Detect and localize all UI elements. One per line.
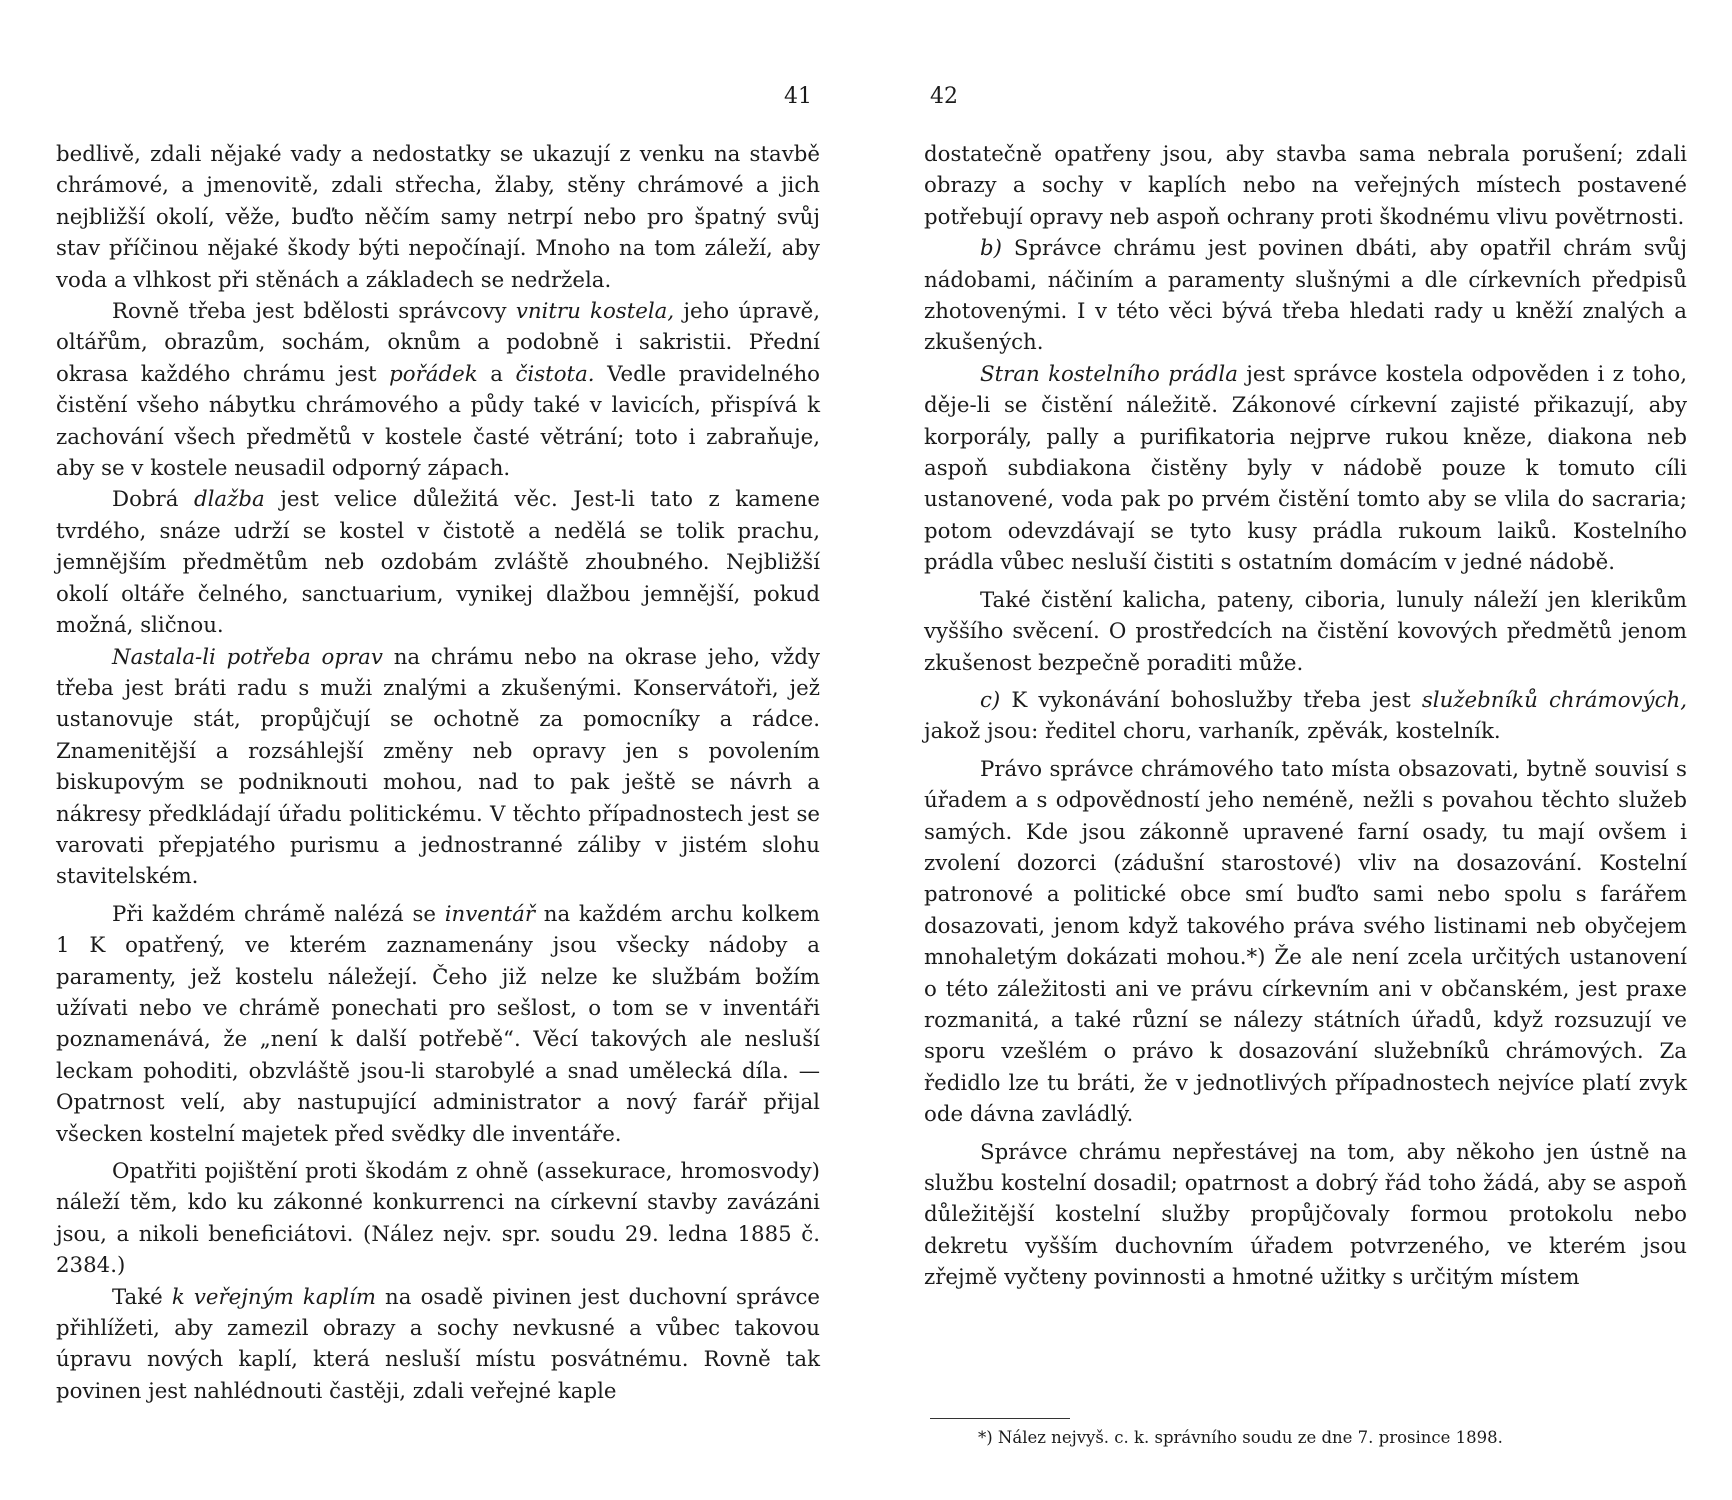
paragraph: Při každém chrámě nalézá se inventář na každém archu kolkem 1 K opatřený, ve kterém zaznamenány jsou všecky nádoby a paramenty, jež kostelu náležejí. Čeho již nelze ke službám božím užívati nebo ve chrámě ponechati pro sešlost, o tom se v inventáři poznamenává, že „není k další potřebě“. Věcí takových ale nesluší leckam pohoditi, obzvláště jsou-li starobylé a snad umělecká díla. — Opatrnost velí, aby nastupující administrator a nový farář přijal všecken kostelní majetek před svědky dle inventáře. — [56, 901, 820, 1147]
paragraph: Nastala-li potřeba oprav na chrámu nebo na okrase jeho, vždy třeba jest bráti radu s muži znalými a zkušenými. Konservátoři, jež ustanovuje stát, propůjčují se ochotně za pomocníky a rádce. Znamenitější a rozsáhlejší změny neb opravy jen s povolením biskupovým se podniknouti mohou, nad to pak ještě se návrh a nákresy předkládají úřadu politickému. V těchto případnostech jest se varovati přepjatého purismu a jednostranné záliby v jistém slohu stavitelském. — [56, 644, 820, 890]
footnote: *) Nález nejvyš. c. k. správního soudu ze dne 7. prosince 1898. — [978, 1428, 1503, 1447]
paragraph: Také čistění kalicha, pateny, ciboria, lunuly náleží jen klerikům vyššího svěcení. O prostředcích na čistění kovových předmětů jenom zkušenost bezpečně poraditi může. — [924, 587, 1687, 676]
page-body — [56, 139, 820, 1407]
paragraph: c) K vykonávání bohoslužby třeba jest služebníků chrámových, jakož jsou: ředitel choru, varhaník, zpěvák, kostelník. — [924, 687, 1687, 745]
paragraph: bedlivě, zdali nějaké vady a nedostatky se ukazují z venku na stavbě chrámové, a jmenovitě, zdali střecha, žlaby, stěny chrámové a jich nejbližší okolí, věže, buďto něčím samy netrpí nebo pro špatný svůj stav příčinou nějaké škody býti nepočínají. Mnoho na tom záleží, aby voda a vlhkost při stěnách a základech se nedržela. — [56, 142, 820, 293]
paragraph: b) Správce chrámu jest povinen dbáti, aby opatřil chrám svůj nádobami, náčiním a paramenty slušnými a dle církevních předpisů zhotovenými. I v této věci bývá třeba hledati rady u kněží znalých a zkušených. — [924, 236, 1687, 356]
paragraph: Dobrá dlažba jest velice důležitá věc. Jest-li tato z kamene tvrdého, snáze udrží se kostel v čistotě a nedělá se tolik prachu, jemnějším předmětům neb ozdobám zvláště zhoubného. Nejbližší okolí oltáře čelného, sanctuarium, vynikej dlažbou jemnější, pokud možná, sličnou. — [56, 487, 820, 639]
paragraph: Právo správce chrámového tato místa obsazovati, bytně souvisí s úřadem a s odpovědností jeho neméně, nežli s povahou těchto služeb samých. Kde jsou zákonně upravené farní osady, tu mají ovšem i zvolení dozorci (zádušní starostové) vliv na dosazování. Kostelní patronové a politické obce smí buďto sami nebo spolu s farářem dosazovati, jenom když takového práva svého listinami neb obyčejem mnohaletým dokázati mohou.*) Že ale není zcela určitých ustanovení o této záležitosti ani ve právu církevním ani v občanském, jest praxe rozmanitá, a také různí se nálezy státních úřadů, když rozsuzují ve sporu vzešlém o právo k dosazování služebníků chrámových. Za ředidlo lze tu bráti, že v jednotlivých případnostech nejvíce platí zvyk ode dávna zavládlý. — [924, 756, 1687, 1128]
paragraph: Správce chrámu nepřestávej na tom, aby někoho jen ústně na službu kostelní dosadil; opatrnost a dobrý řád toho žádá, aby se aspoň důležitější kostelní služby propůjčovaly formou protokolu nebo dekretu vyšším duchovním úřadem potvrzeného, ve kterém jsou zřejmě vyčteny povinnosti a hmotné užitky s určitým místem — [924, 1139, 1687, 1291]
paragraph: dostatečně opatřeny jsou, aby stavba sama nebrala porušení; zdali obrazy a sochy v kaplích nebo na veřejných místech postavené potřebují opravy neb aspoň ochrany proti škodnému vlivu povětrnosti. — [924, 142, 1687, 230]
page-body — [924, 139, 1687, 1294]
paragraph: Opatřiti pojištění proti škodám z ohně (assekurace, hromosvody) náleží těm, kdo ku zákonné konkurrenci na církevní stavby zavázáni jsou, a nikoli beneficiátovi. (Nález nejv. spr. soudu 29. ledna 1885 č. 2384.) — [56, 1159, 820, 1279]
paragraph: Také k veřejným kaplím na osadě pivinen jest duchovní správce přihlížeti, aby zamezil obrazy a sochy nevkusné a vůbec takovou úpravu nových kaplí, která nesluší místu posvátnému. Rovně tak povinen jest nahlédnouti častěji, zdali veřejné kaple — [56, 1284, 821, 1404]
page-number: 41 — [784, 84, 812, 109]
paragraph: Rovně třeba jest bdělosti správcovy vnitru kostela, jeho úpravě, oltářům, obrazům, sochám, oknům a podobně i sakristii. Přední okrasa každého chrámu jest pořádek a čistota. Vedle pravidelného čistění všeho nábytku chrámového a půdy také v lavicích, přispívá k zachování všech předmětů v kostele časté větrání; toto i zabraňuje, aby se v kostele neusadil odporný zápach. — [56, 299, 820, 482]
page-number: 42 — [930, 84, 958, 109]
footnote-rule — [930, 1418, 1070, 1419]
paragraph: Stran kostelního prádla jest správce kostela odpověden i z toho, děje-li se čistění náležitě. Zákonové církevní zajisté přikazují, aby korporály, pally a purifikatoria nejprve rukou kněze, diakona neb aspoň subdiakona čistěny byly v nádobě pouze k tomuto cíli ustanovené, voda pak po prvém čistění tomto aby se vlila do sacraria; potom odevzdávají se tyto kusy prádla rukoum laiků. Kostelního prádla vůbec nesluší čistiti s ostatním domácím v jedné nádobě. — [924, 361, 1687, 576]
right-page — [866, 0, 1732, 1500]
